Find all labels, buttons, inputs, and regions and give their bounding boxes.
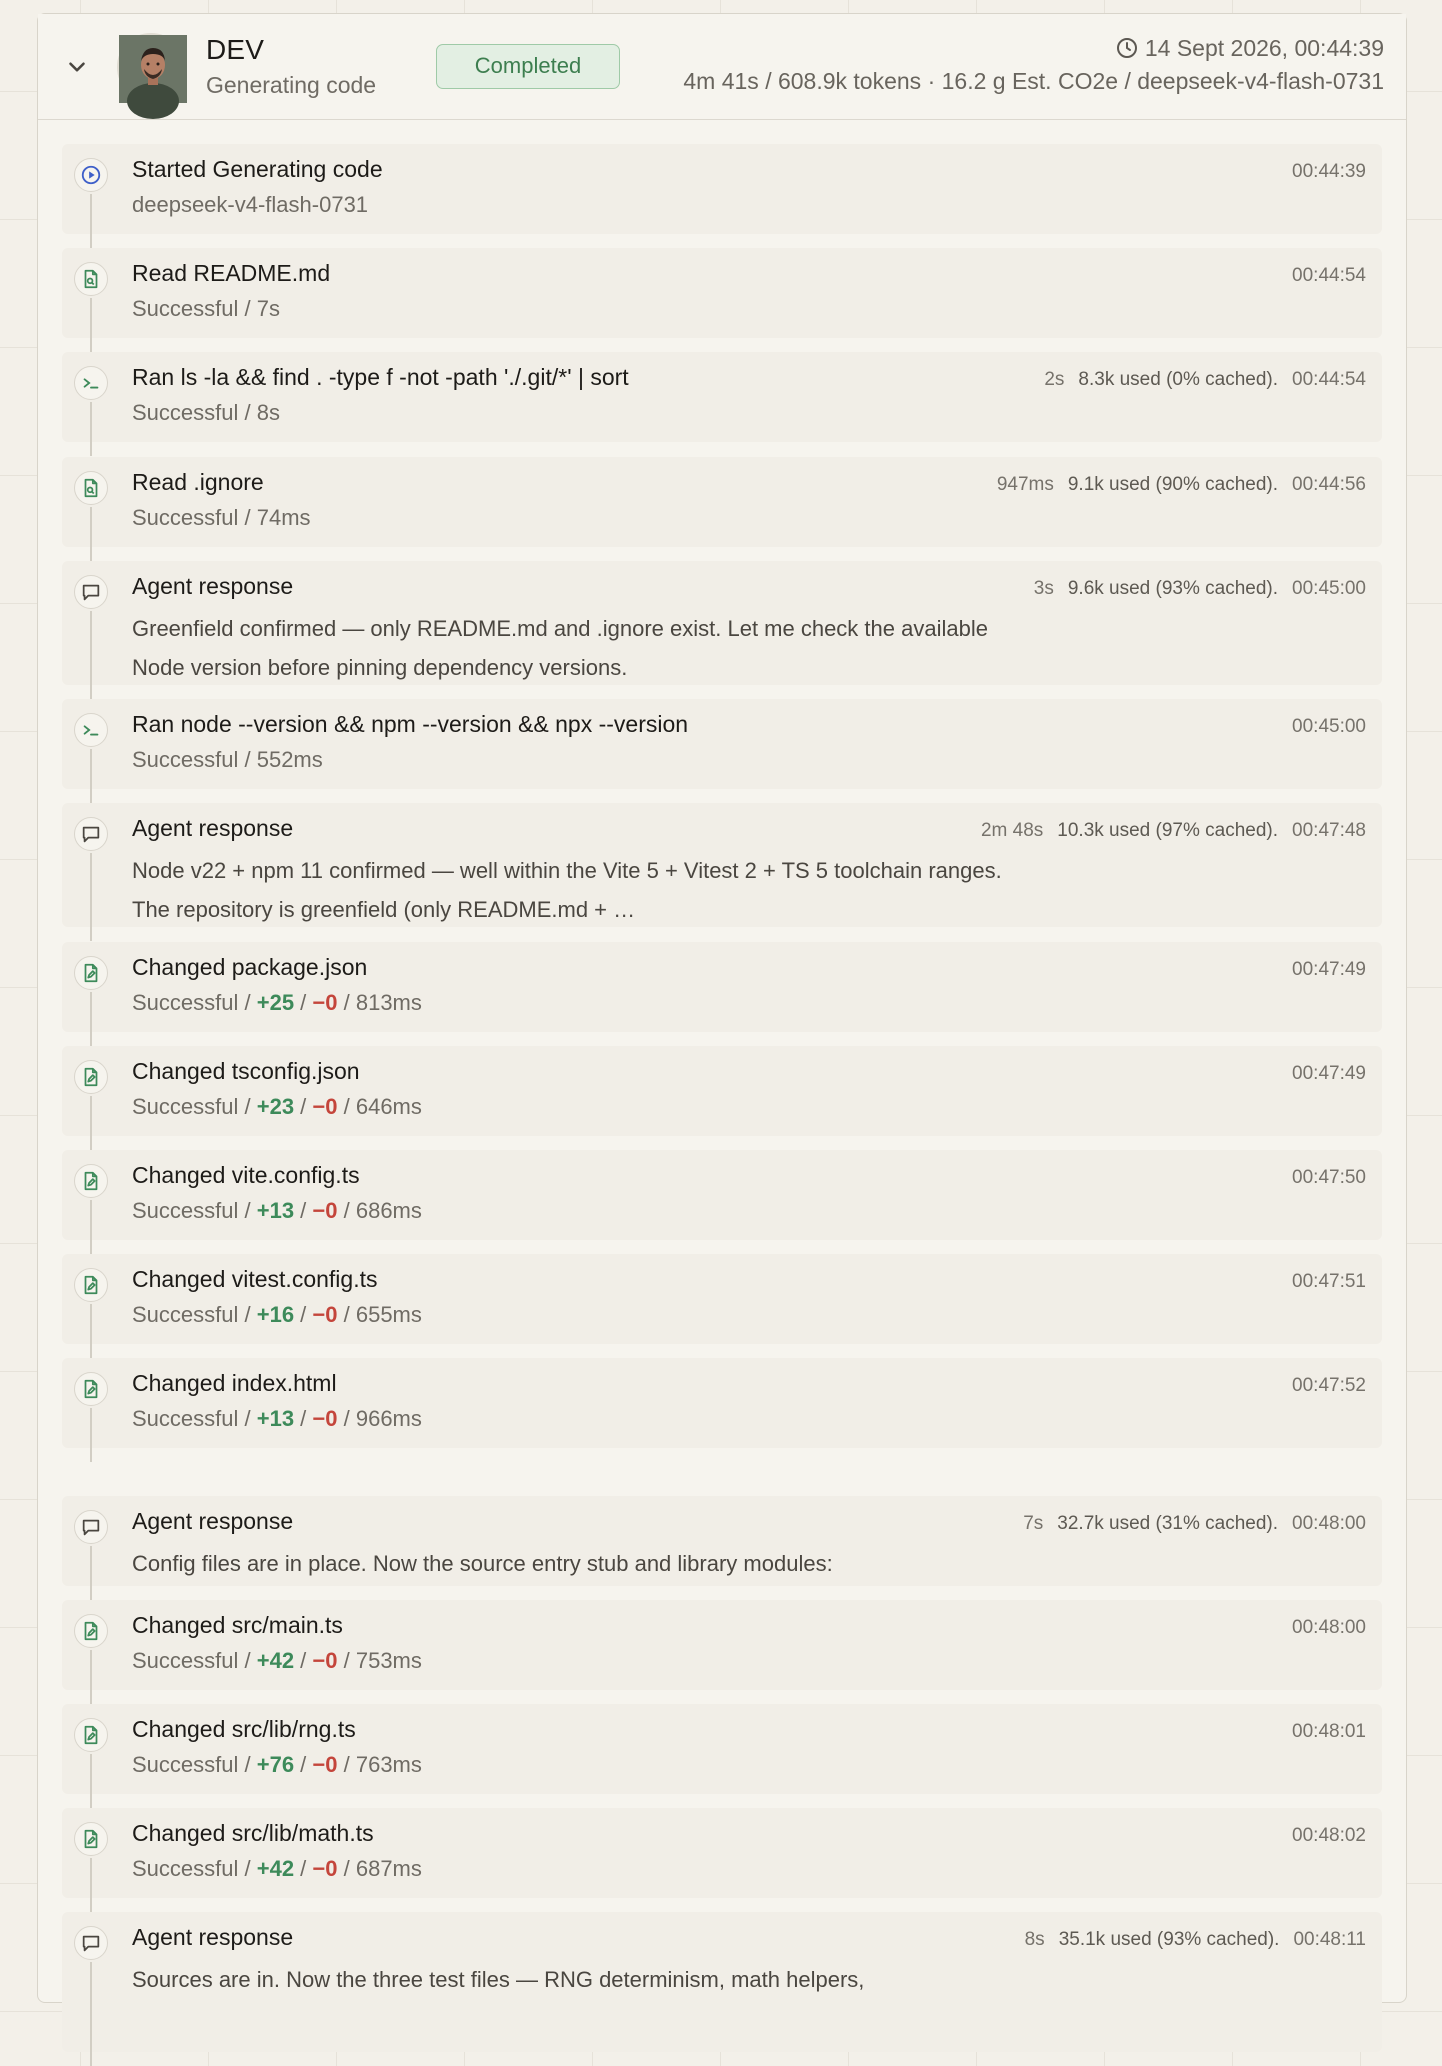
timeline-item[interactable] <box>62 699 1382 789</box>
lines-added: +25 <box>256 990 295 1015</box>
terminal-icon <box>74 366 108 400</box>
item-status: Successful / +13 / −0 / 686ms <box>132 1198 422 1223</box>
file-edit-icon <box>74 1164 108 1198</box>
item-subtitle: Successful / 8s <box>132 400 280 425</box>
item-meta <box>1292 161 1366 183</box>
lines-removed: −0 <box>312 1302 338 1327</box>
item-title: Agent response <box>132 815 294 841</box>
item-subtitle: Successful / 552ms <box>132 747 323 772</box>
file-edit-icon <box>74 1268 108 1302</box>
item-status: Successful / +23 / −0 / 646ms <box>132 1094 422 1119</box>
item-time: 00:48:11 <box>1293 1929 1366 1950</box>
item-title: Started Generating code <box>132 156 383 182</box>
item-time: 00:44:39 <box>1292 161 1366 182</box>
timeline-connector <box>90 1754 92 1808</box>
timeline-connector <box>90 1962 92 2066</box>
message-icon <box>74 1510 108 1544</box>
item-duration: 2m 48s <box>980 820 1044 841</box>
timeline-connector <box>90 1858 92 1912</box>
timeline-connector <box>90 749 92 803</box>
lines-added: +16 <box>256 1302 295 1327</box>
timeline-item[interactable] <box>62 1496 1382 1586</box>
item-subtitle: deepseek-v4-flash-0731 <box>132 192 369 217</box>
item-meta <box>1292 1167 1366 1189</box>
lines-removed: −0 <box>312 1752 338 1777</box>
item-meta <box>1044 369 1366 391</box>
item-duration: 7s <box>1023 1513 1044 1534</box>
lines-removed: −0 <box>312 1648 338 1673</box>
timeline-connector <box>90 402 92 456</box>
item-subtitle: Successful / 7s <box>132 296 280 321</box>
duration-ms: 763ms <box>355 1752 422 1777</box>
duration-ms: 646ms <box>355 1094 422 1119</box>
duration-ms: 813ms <box>355 990 422 1015</box>
file-search-icon <box>74 471 108 505</box>
timeline-item[interactable] <box>62 352 1382 442</box>
timeline-item[interactable] <box>62 1704 1382 1794</box>
item-meta <box>1292 1063 1366 1085</box>
item-time: 00:48:02 <box>1292 1825 1366 1846</box>
status-text: Successful <box>132 1198 239 1223</box>
timeline-connector <box>90 853 92 941</box>
item-duration: 2s <box>1044 369 1065 390</box>
item-meta <box>1292 1617 1366 1639</box>
status-text: Successful <box>132 1094 239 1119</box>
token-usage: 10.3k used (97% cached). <box>1057 820 1279 841</box>
run-meta: 4m 41s / 608.9k tokens · 16.2 g Est. CO2e / deepseek-v4-flash-0731 <box>683 68 1384 94</box>
status-text: Successful <box>132 1406 239 1431</box>
item-title: Ran ls -la && find . -type f -not -path './.git/*' | sort <box>132 364 629 390</box>
run-header[interactable] <box>38 14 1406 120</box>
play-icon <box>74 158 108 192</box>
item-status: Successful / +16 / −0 / 655ms <box>132 1302 422 1327</box>
item-time: 00:47:48 <box>1292 820 1366 841</box>
status-text: Successful <box>132 1752 239 1777</box>
item-time: 00:44:56 <box>1292 474 1366 495</box>
timeline-item[interactable] <box>62 1150 1382 1240</box>
item-duration: 947ms <box>996 474 1054 495</box>
timeline-connector <box>90 611 92 699</box>
file-edit-icon <box>74 1822 108 1856</box>
item-meta <box>1034 578 1366 600</box>
lines-removed: −0 <box>312 1406 338 1431</box>
item-meta <box>981 820 1366 842</box>
file-search-icon <box>74 262 108 296</box>
item-title: Changed src/lib/math.ts <box>132 1820 374 1846</box>
item-meta <box>1292 265 1366 287</box>
status-badge: Completed <box>436 44 620 89</box>
item-subtitle: Successful / 74ms <box>132 505 311 530</box>
item-time: 00:45:00 <box>1292 716 1366 737</box>
file-edit-icon <box>74 1718 108 1752</box>
item-meta <box>1292 716 1366 738</box>
token-usage: 32.7k used (31% cached). <box>1057 1513 1279 1534</box>
item-meta <box>1292 1825 1366 1847</box>
timeline-item[interactable] <box>62 1912 1382 2052</box>
item-time: 00:47:51 <box>1292 1271 1366 1292</box>
timeline-connector <box>90 1650 92 1704</box>
item-title: Ran node --version && npm --version && npx --version <box>132 711 689 737</box>
run-card <box>37 13 1407 2003</box>
item-time: 00:44:54 <box>1292 265 1366 286</box>
token-usage: 35.1k used (93% cached). <box>1058 1929 1280 1950</box>
lines-added: +13 <box>256 1198 295 1223</box>
status-text: Successful <box>132 1302 239 1327</box>
timeline-item[interactable] <box>62 1254 1382 1344</box>
header-summary <box>683 32 1384 95</box>
item-meta <box>1292 1721 1366 1743</box>
timeline-connector <box>90 1546 92 1600</box>
item-title: Changed tsconfig.json <box>132 1058 360 1084</box>
timeline-connector <box>90 507 92 561</box>
item-title: Agent response <box>132 1924 294 1950</box>
timeline-item[interactable] <box>62 561 1382 685</box>
run-date <box>683 32 1384 64</box>
item-title: Changed vite.config.ts <box>132 1162 360 1188</box>
timeline-item[interactable] <box>62 1600 1382 1690</box>
item-meta <box>1292 1375 1366 1397</box>
item-status: Successful / +13 / −0 / 966ms <box>132 1406 422 1431</box>
item-title: Changed package.json <box>132 954 368 980</box>
message-icon <box>74 1926 108 1960</box>
item-time: 00:47:50 <box>1292 1167 1366 1188</box>
timeline-connector <box>90 298 92 352</box>
item-body: Config files are in place. Now the source entry stub and library modules: <box>132 1551 833 1576</box>
item-title: Changed src/lib/rng.ts <box>132 1716 356 1742</box>
lines-removed: −0 <box>312 1856 338 1881</box>
item-duration: 8s <box>1024 1929 1045 1950</box>
item-status: Successful / +76 / −0 / 763ms <box>132 1752 422 1777</box>
status-text: Successful <box>132 1648 239 1673</box>
status-text: Successful <box>132 990 239 1015</box>
item-meta <box>1292 959 1366 981</box>
lines-added: +23 <box>256 1094 295 1119</box>
item-time: 00:44:54 <box>1292 369 1366 390</box>
duration-ms: 966ms <box>355 1406 422 1431</box>
timeline-connector <box>90 1096 92 1150</box>
item-body: Sources are in. Now the three test files — RNG determinism, math helpers, <box>132 1967 865 1992</box>
item-meta <box>1025 1929 1366 1951</box>
run-date-text: 14 Sept 2026, 00:44:39 <box>1144 34 1384 61</box>
item-body: Node v22 + npm 11 confirmed — well within the Vite 5 + Vitest 2 + TS 5 toolchain ranges. The repository is greenfield (only README.md + … <box>132 858 1002 922</box>
item-meta <box>1292 1271 1366 1293</box>
timeline-item[interactable] <box>62 942 1382 1032</box>
token-usage: 8.3k used (0% cached). <box>1078 369 1279 390</box>
item-meta <box>1023 1513 1366 1535</box>
item-time: 00:47:52 <box>1292 1375 1366 1396</box>
lines-added: +42 <box>256 1856 295 1881</box>
item-status: Successful / +42 / −0 / 687ms <box>132 1856 422 1881</box>
chevron-down-icon[interactable] <box>64 54 90 80</box>
file-edit-icon <box>74 1372 108 1406</box>
timeline-connector <box>90 1200 92 1254</box>
item-meta <box>997 474 1366 496</box>
file-edit-icon <box>74 956 108 990</box>
item-time: 00:48:01 <box>1292 1721 1366 1742</box>
item-title: Read README.md <box>132 260 331 286</box>
avatar <box>117 33 185 101</box>
timeline-item[interactable] <box>62 803 1382 927</box>
message-icon <box>74 817 108 851</box>
item-time: 00:48:00 <box>1292 1513 1366 1534</box>
item-status: Successful / +42 / −0 / 753ms <box>132 1648 422 1673</box>
timeline-item[interactable] <box>62 457 1382 547</box>
lines-added: +76 <box>256 1752 295 1777</box>
duration-ms: 753ms <box>355 1648 422 1673</box>
agent-name: DEV <box>206 34 265 65</box>
lines-removed: −0 <box>312 1094 338 1119</box>
duration-ms: 655ms <box>355 1302 422 1327</box>
lines-removed: −0 <box>312 990 338 1015</box>
item-status: Successful / +25 / −0 / 813ms <box>132 990 422 1015</box>
item-time: 00:48:00 <box>1292 1617 1366 1638</box>
item-body: Greenfield confirmed — only README.md and .ignore exist. Let me check the available Node version before pinning dependency versions. <box>132 616 988 680</box>
timeline-connector <box>90 1408 92 1462</box>
timeline-item[interactable] <box>62 144 1382 234</box>
item-time: 00:45:00 <box>1292 578 1366 599</box>
item-title: Agent response <box>132 573 294 599</box>
item-title: Changed index.html <box>132 1370 337 1396</box>
timeline-connector <box>90 194 92 248</box>
status-text: Successful <box>132 1856 239 1881</box>
timeline-item[interactable] <box>62 1046 1382 1136</box>
token-usage: 9.6k used (93% cached). <box>1067 578 1279 599</box>
item-title: Read .ignore <box>132 469 264 495</box>
item-title: Changed vitest.config.ts <box>132 1266 378 1292</box>
item-title: Changed src/main.ts <box>132 1612 343 1638</box>
duration-ms: 687ms <box>355 1856 422 1881</box>
file-edit-icon <box>74 1614 108 1648</box>
lines-added: +13 <box>256 1406 295 1431</box>
message-icon <box>74 575 108 609</box>
item-time: 00:47:49 <box>1292 1063 1366 1084</box>
lines-removed: −0 <box>312 1198 338 1223</box>
terminal-icon <box>74 713 108 747</box>
lines-added: +42 <box>256 1648 295 1673</box>
timeline-item[interactable] <box>62 1808 1382 1898</box>
item-time: 00:47:49 <box>1292 959 1366 980</box>
clock-icon <box>1115 36 1139 60</box>
timeline-connector <box>90 992 92 1046</box>
item-duration: 3s <box>1033 578 1054 599</box>
agent-subtitle: Generating code <box>206 72 377 98</box>
file-edit-icon <box>74 1060 108 1094</box>
timeline-item[interactable] <box>62 1358 1382 1448</box>
item-title: Agent response <box>132 1508 294 1534</box>
timeline-item[interactable] <box>62 248 1382 338</box>
duration-ms: 686ms <box>355 1198 422 1223</box>
timeline-connector <box>90 1304 92 1358</box>
token-usage: 9.1k used (90% cached). <box>1067 474 1279 495</box>
